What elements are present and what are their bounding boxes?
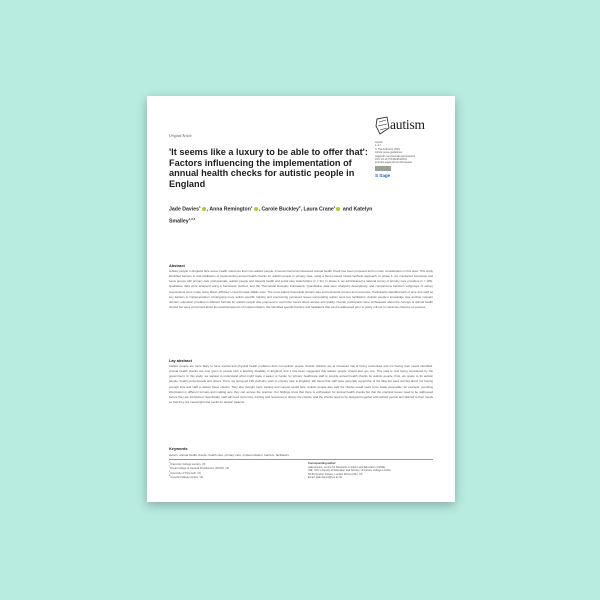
paper-page: [147, 96, 455, 502]
article-type: Original Article: [169, 134, 192, 138]
author-separator: ,: [258, 206, 262, 213]
correspondence: [308, 462, 433, 480]
author-separator: ,: [206, 206, 210, 213]
sage-logo: [375, 174, 449, 177]
journal-info-line: Article reuse guidelines:: [375, 151, 403, 155]
cc-license-icon: [375, 166, 391, 171]
author-affiliation-mark: 2: [298, 205, 301, 209]
footnote-divider: [169, 459, 433, 460]
abstract-heading: Abstract: [169, 263, 185, 268]
author-separator: and: [341, 206, 354, 213]
journal-info-line: © The Author(s) 2024: [375, 147, 400, 151]
journal-logo: [375, 116, 445, 136]
journal-info-line: DOI: 10.1177/13623613241: [375, 158, 407, 162]
journal-info: [375, 141, 449, 178]
author-name: Katelyn Smalley: [169, 206, 373, 225]
author-name: Laura Crane: [303, 206, 334, 213]
correspondence-line: 55-59 Gordon Square, London WC1H 0NU, UK.: [308, 472, 364, 476]
orcid-icon[interactable]: [202, 207, 206, 211]
author-affiliation-mark: 1: [333, 205, 336, 209]
author-separator: ,: [300, 206, 304, 213]
correspondence-line: Jade Davies, Centre for Research in Autism and Education (CRAE),: [308, 465, 386, 469]
affiliation-line: $^4$Imperial College London, UK: [169, 475, 204, 480]
keywords-heading: Keywords: [169, 446, 188, 451]
orcid-icon[interactable]: [254, 207, 258, 211]
journal-name: autism: [390, 117, 425, 132]
lay-abstract-text: Autistic people are more likely to have mental and physical health problems than non-autistic people. Autistic children are at increased risk of being overlooked and not having their needs identified. Annual health checks are now given to people with a learning disability in England, and it has been suggested that autistic people should also get one. This idea is now being considered by the government. In this study, we wanted to understand what might make it easier or harder for primary healthcare staff to provide annual health checks for autistic people. First, we spoke to 31 autistic people, health professionals and others. Then, we surveyed 196 staff who work in primary care in England. We found that staff were generally supportive of the idea but were worried about not having enough time and staff to deliver these checks. They also thought more training and support would help. Autistic people also said the checks would need to be made accessible, for example, providing information in different formats and making sure they can access the practice. Our findings show that there is enthusiasm for annual health checks but that the practical issues need to be addressed before they are introduced. Specifically, staff will need more time, training and resources to deliver the checks, and the checks need to be designed together with autistic people and tailored to their needs so that they are meaningful and useful for autistic patients.: [169, 364, 433, 405]
author-name: Jade Davies: [169, 206, 199, 213]
affiliation-line: $^1$University College London, UK: [169, 462, 206, 466]
author-name: Carole Buckley: [261, 206, 299, 213]
autism-logo-icon: [375, 116, 391, 136]
author-affiliation-mark: 1: [250, 205, 253, 209]
journal-info-line: journals.sagepub.com/home/aut: [375, 161, 412, 165]
correspondence-line: Email: jade.davies@ucl.ac.uk: [308, 476, 342, 480]
correspondence-label: Corresponding author:: [308, 462, 337, 465]
sage-icon: S: [375, 174, 379, 178]
orcid-icon[interactable]: [333, 205, 340, 211]
journal-info-line: Autism: [375, 141, 383, 144]
affiliation-line: $^3$University of Plymouth, UK: [169, 470, 201, 475]
journal-info-line: 1–17: [375, 144, 381, 148]
author-affiliation-mark: 1,3,4: [188, 216, 196, 221]
publisher-name: Sage: [379, 174, 391, 178]
journal-info-line: sagepub.com/journals-permissions: [375, 154, 416, 158]
author-name: Anna Remington: [209, 206, 251, 213]
affiliation-line: $^2$Royal College of General Practitioners (RCGP), UK: [169, 466, 230, 471]
correspondence-line: IOE, UCL's Faculty of Education and Society, University College London,: [308, 469, 392, 473]
abstract-text: Autistic people in England face worse health outcomes than non-autistic people. A Government-commissioned annual health check has been proposed and is under consideration in this area. This study identified barriers to and facilitators of implementing annual health checks for autistic people in primary care, using a theory-based mixed-methods approach. In phase 1, we conducted interviews and focus groups with primary care professionals, autistic people and relevant health and social care stakeholders (n = 31). In phase 2, we administered a national survey of primary care providers (n = 196). Qualitative data were analysed using a framework method, and the Theoretical Domains Framework. Quantitative data were analysed descriptively, and comparisons between subgroups of survey respondents were made using Mann–Whitney U and Kruskal–Wallis tests. The most salient theoretical domain was environmental context and resources. Participants identified lack of time and staff as key barriers to implementation. Undergoing more autism-specific training and overcoming perceived issues surrounding autism were key facilitators. Autistic people's knowledge was another relevant domain; education provided in different formats for autistic people was proposed to overcome issues about access and quality. Overall, participants were enthusiastic about the concept of annual health checks but were concerned about the practical aspects of implementation. We identified specific barriers and facilitators that can be addressed prior to policy roll-out to maximise chances of success.: [169, 269, 433, 310]
lay-abstract-heading: Lay abstract: [169, 358, 192, 363]
author-list: [169, 203, 379, 226]
author-affiliation-mark: 1: [199, 205, 201, 209]
article-title: 'It seems like a luxury to be able to offer that': Factors influencing the implementation of annual health checks for autistic people in England: [169, 147, 368, 189]
affiliations: [169, 462, 289, 480]
keywords-text: autism, annual health checks, health care, primary care, implementation, barriers, facilitators: [169, 453, 290, 457]
